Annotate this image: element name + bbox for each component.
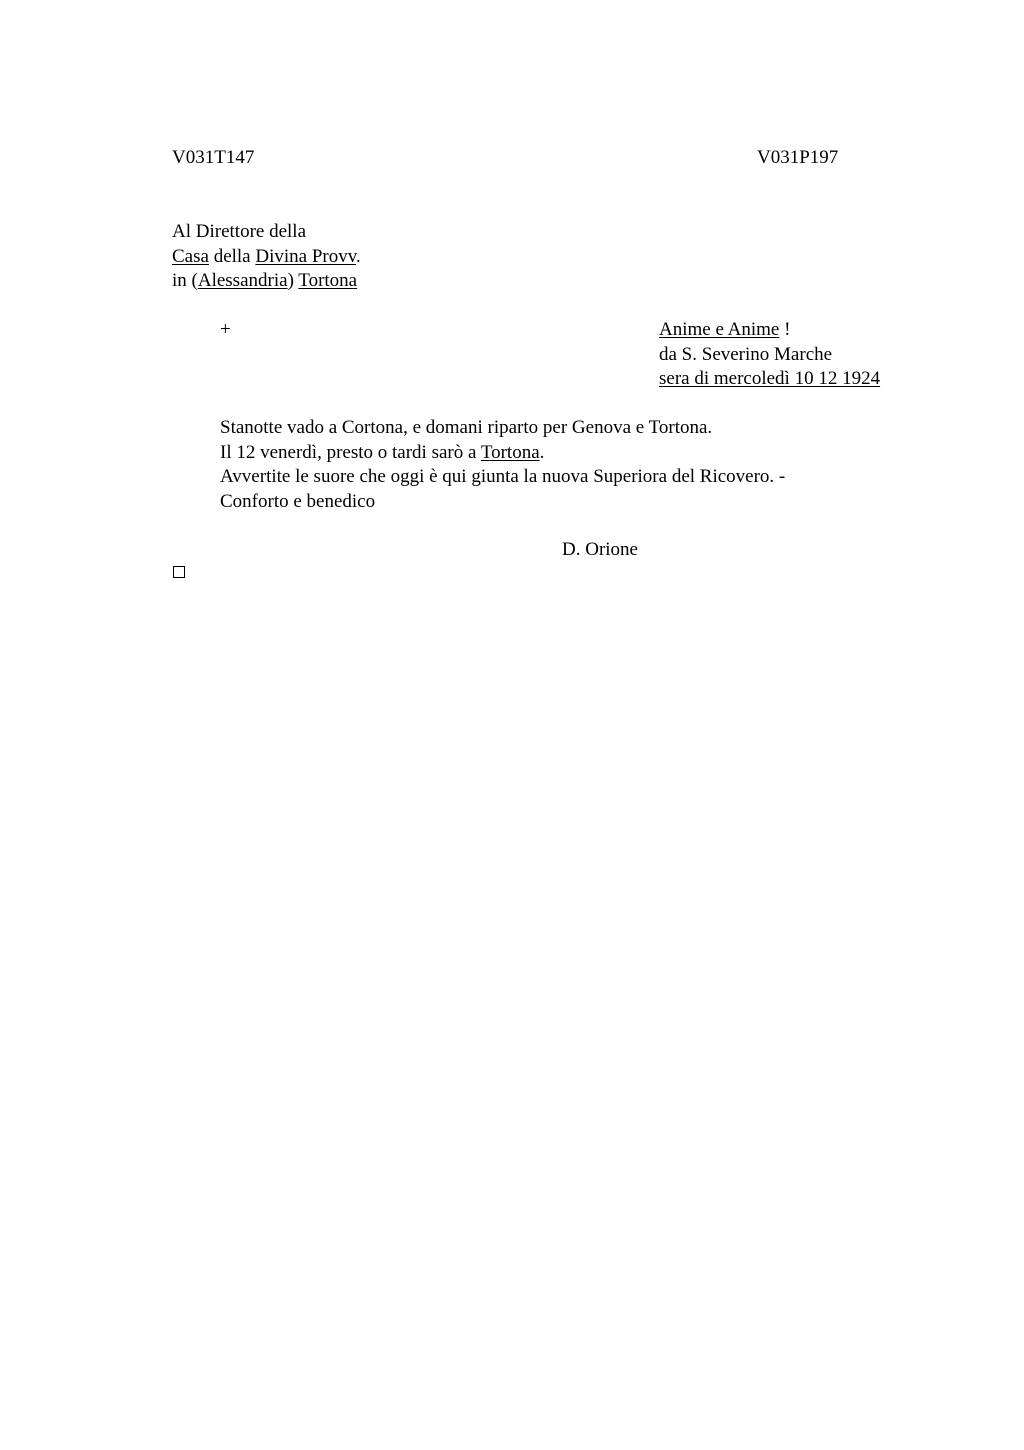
address-tortona: Tortona — [298, 270, 358, 291]
address-line-2 — [172, 245, 361, 270]
dateline-motto: Anime e Anime — [659, 319, 780, 340]
address-block — [172, 220, 361, 294]
signature: D. Orione — [562, 539, 638, 560]
end-box-icon — [173, 566, 185, 578]
body-line-2 — [220, 441, 785, 466]
address-line-3 — [172, 269, 361, 294]
dateline-motto-line — [659, 318, 880, 343]
dateline-date: sera di mercoledì 10 12 1924 — [659, 368, 881, 389]
letter-body — [220, 416, 785, 514]
body-line-1: Stanotte vado a Cortona, e domani riparto per Genova e Tortona. — [220, 417, 713, 438]
dateline-block — [659, 318, 880, 392]
body-line-2-suffix: . — [539, 441, 545, 463]
address-period: . — [356, 245, 361, 267]
address-in: in ( — [172, 270, 198, 291]
document-code-right: V031P197 — [757, 147, 839, 168]
body-tortona: Tortona — [480, 441, 540, 463]
cross-symbol: + — [220, 319, 231, 340]
address-alessandria: Alessandria — [197, 270, 288, 291]
dateline-exclaim: ! — [779, 319, 791, 340]
body-line-4: Conforto e benedico — [220, 490, 376, 512]
address-divina-provv: Divina Provv — [255, 245, 356, 267]
address-paren-close: ) — [287, 270, 299, 291]
document-code-left: V031T147 — [172, 147, 255, 168]
address-line-1: Al Direttore della — [172, 221, 307, 242]
address-della: della — [208, 245, 256, 267]
dateline-place: da S. Severino Marche — [659, 343, 833, 365]
body-line-3: Avvertite le suore che oggi è qui giunta la nuova Superiora del Ricovero. - — [220, 466, 786, 487]
address-casa: Casa — [172, 245, 209, 267]
body-line-2-prefix: Il 12 venerdì, presto o tardi sarò a — [220, 441, 481, 463]
